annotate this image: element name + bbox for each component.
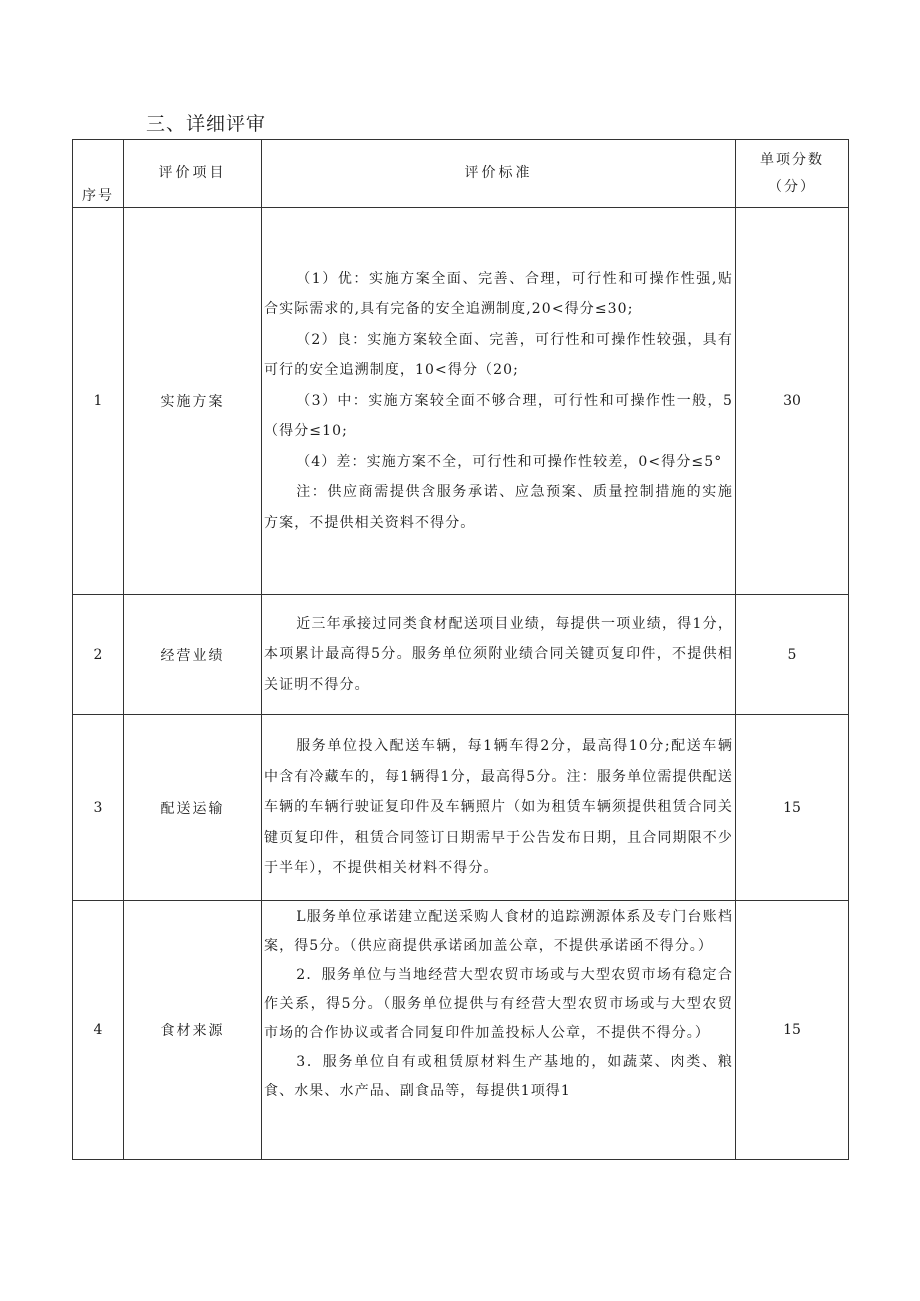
header-no: 序号 [73, 140, 124, 208]
section-title: 三、详细评审 [146, 113, 267, 135]
standard-paragraph: L服务单位承诺建立配送采购人食材的追踪溯源体系及专门台账档案，得5分。（供应商提供承诺函加盖公章，不提供承诺函不得分。） [264, 909, 733, 954]
header-standard: 评价标准 [262, 140, 736, 208]
row-score: 15 [736, 715, 849, 901]
table-row [73, 901, 849, 1160]
header-score-line1: 单项分数 [760, 151, 824, 168]
table-row [73, 595, 849, 715]
row-item: 食材来源 [124, 901, 262, 1160]
standard-paragraph: 3．服务单位自有或租赁原材料生产基地的，如蔬菜、肉类、粮食、水果、水产品、副食品等，每提供1项得1 [264, 1054, 733, 1099]
standard-paragraph: 注：供应商需提供含服务承诺、应急预案、质量控制措施的实施方案，不提供相关资料不得分。 [264, 484, 733, 531]
standard-paragraph: （2）良：实施方案较全面、完善，可行性和可操作性较强，具有可行的安全追溯制度，10<得分（20; [264, 331, 733, 379]
standard-paragraph: 服务单位投入配送车辆，每1辆车得2分，最高得10分;配送车辆中含有冷藏车的，每1辆得1分，最高得5分。注：服务单位需提供配送车辆的车辆行驶证复印件及车辆照片（如为租赁车辆须提供租赁合同关键页复印件，租赁合同签订日期需早于公告发布日期，且合同期限不少于半年），不提供相关材料不得分。 [264, 738, 733, 877]
row-item: 配送运输 [124, 715, 262, 901]
header-score-line2: （分） [768, 178, 816, 195]
standard-paragraph: （3）中：实施方案较全面不够合理，可行性和可操作性一般，5（得分≤10; [264, 392, 733, 440]
row-standard [262, 901, 736, 1160]
row-standard [262, 208, 736, 595]
table-row [73, 715, 849, 901]
row-number: 2 [73, 595, 124, 715]
table-row [73, 208, 849, 595]
standard-paragraph: 近三年承接过同类食材配送项目业绩，每提供一项业绩，得1分，本项累计最高得5分。服务单位须附业绩合同关键页复印件，不提供相关证明不得分。 [264, 615, 733, 693]
standard-paragraph: （4）差：实施方案不全，可行性和可操作性较差，0<得分≤5° [296, 453, 723, 470]
row-score: 5 [736, 595, 849, 715]
table-header-row [73, 140, 849, 208]
header-score [736, 140, 849, 208]
row-number: 1 [73, 208, 124, 595]
standard-paragraph: （1）优：实施方案全面、完善、合理，可行性和可操作性强,贴合实际需求的,具有完备的安全追溯制度,20<得分≤30; [264, 270, 733, 318]
row-score: 15 [736, 901, 849, 1160]
row-number: 4 [73, 901, 124, 1160]
evaluation-table [72, 139, 849, 1160]
row-item: 实施方案 [124, 208, 262, 595]
header-item: 评价项目 [124, 140, 262, 208]
standard-paragraph: 2．服务单位与当地经营大型农贸市场或与大型农贸市场有稳定合作关系，得5分。（服务单位提供与有经营大型农贸市场或与大型农贸市场的合作协议或者合同复印件加盖投标人公章，不提供不得分。） [264, 967, 733, 1041]
row-standard [262, 595, 736, 715]
row-score: 30 [736, 208, 849, 595]
row-item: 经营业绩 [124, 595, 262, 715]
row-standard [262, 715, 736, 901]
row-number: 3 [73, 715, 124, 901]
